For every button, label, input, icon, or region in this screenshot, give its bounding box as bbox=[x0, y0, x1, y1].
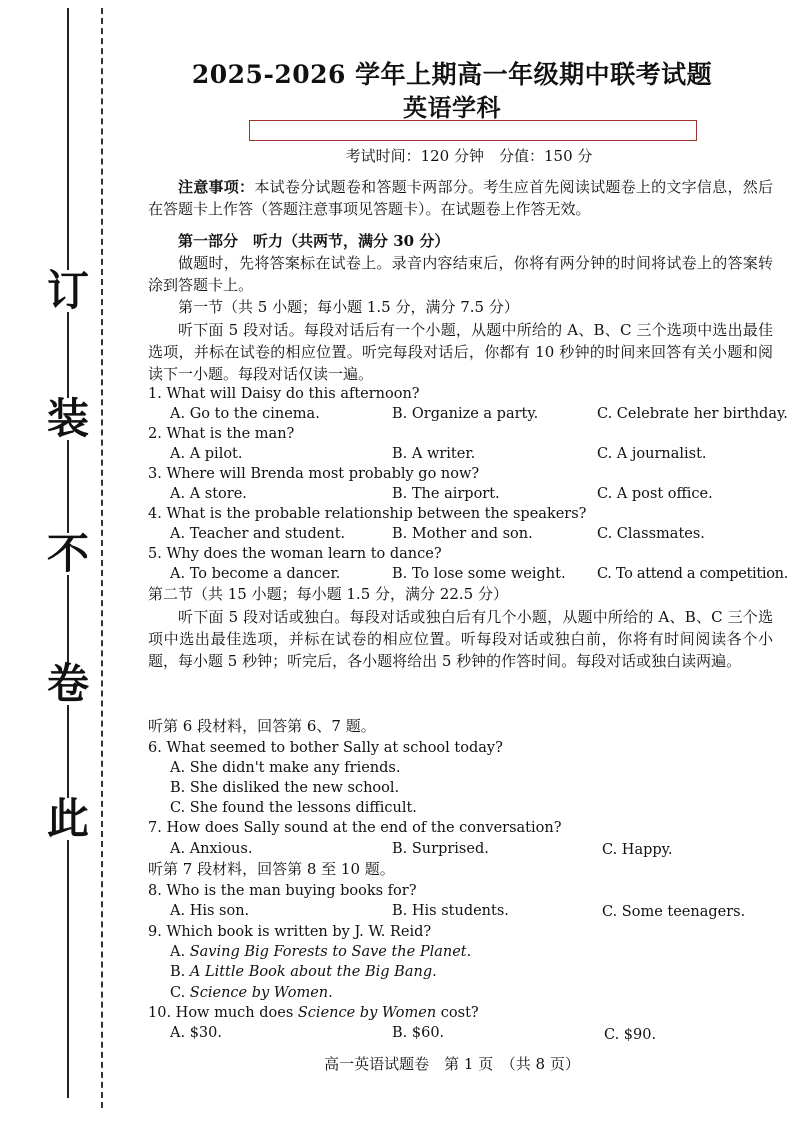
q1-option-c: C. Celebrate her birthday. bbox=[597, 406, 788, 422]
q9a-book-title: Saving Big Forests to Save the Planet bbox=[189, 944, 467, 960]
material-6-heading: 听第 6 段材料，回答第 6、7 题。 bbox=[148, 717, 376, 735]
q2-option-b: B. A writer. bbox=[392, 446, 476, 462]
q10-text-end: cost? bbox=[436, 1005, 479, 1021]
q10-book-title: Science by Women bbox=[297, 1005, 437, 1021]
notice-paragraph bbox=[148, 176, 773, 220]
q1-option-b: B. Organize a party. bbox=[392, 406, 539, 422]
q9-option-b bbox=[170, 962, 437, 982]
q3-option-a: A. A store. bbox=[170, 486, 247, 502]
binding-margin-line bbox=[46, 8, 89, 1098]
question-3: 3. Where will Brenda most probably go now? bbox=[148, 466, 480, 482]
q5-option-c: C. To attend a competition. bbox=[597, 566, 789, 582]
margin-char-bu: 不 bbox=[41, 533, 95, 575]
q9a-letter: A. bbox=[170, 944, 190, 960]
q9a-period: . bbox=[466, 944, 472, 960]
q9b-letter: B. bbox=[170, 964, 190, 980]
q10-text-start: 10. How much does bbox=[148, 1005, 298, 1021]
section1-heading: 第一节（共 5 小题；每小题 1.5 分，满分 7.5 分） bbox=[178, 298, 519, 316]
q6-option-c: C. She found the lessons difficult. bbox=[170, 800, 417, 816]
exam-info: 考试时间：120 分钟 分值：150 分 bbox=[345, 147, 593, 165]
q7-option-a: A. Anxious. bbox=[170, 841, 253, 857]
candidate-info-box bbox=[249, 120, 697, 141]
q7-option-c: C. Happy. bbox=[602, 842, 673, 858]
question-9: 9. Which book is written by J. W. Reid? bbox=[148, 924, 432, 940]
q8-option-b: B. His students. bbox=[392, 903, 509, 919]
q9b-period: . bbox=[432, 964, 437, 980]
q2-option-c: C. A journalist. bbox=[597, 446, 707, 462]
notice-text: 本试卷分试题卷和答题卡两部分。考生应首先阅读试题卷上的文字信息，然后在答题卡上作答（答题注意事项见答题卡）。在试题卷上作答无效。 bbox=[148, 178, 773, 218]
question-6: 6. What seemed to bother Sally at school today? bbox=[148, 740, 503, 756]
question-7: 7. How does Sally sound at the end of the conversation? bbox=[148, 820, 562, 836]
question-5: 5. Why does the woman learn to dance? bbox=[148, 546, 442, 562]
q9-option-c bbox=[170, 983, 333, 1003]
q3-option-c: C. A post office. bbox=[597, 486, 713, 502]
q9-option-a bbox=[170, 942, 471, 962]
section2-directions: 听下面 5 段对话或独白。每段对话或独白后有几个小题，从题中所给的 A、B、C 三个选项中选出最佳选项，并标在试卷的相应位置。听每段对话或独白前，你将有时间阅读各个小题，每小题 5 秒钟；听完后，各小题将给出 5 秒钟的作答时间。每段对话或独白读两遍。 bbox=[148, 608, 773, 670]
q1-option-a: A. Go to the cinema. bbox=[170, 406, 320, 422]
q8-option-a: A. His son. bbox=[170, 903, 250, 919]
q9c-period: . bbox=[328, 985, 333, 1001]
q3-option-b: B. The airport. bbox=[392, 486, 500, 502]
margin-char-ding: 订 bbox=[41, 270, 95, 312]
material-7-heading: 听第 7 段材料，回答第 8 至 10 题。 bbox=[148, 860, 395, 878]
notice-label: 注意事项： bbox=[178, 178, 255, 196]
subject-title: 英语学科 bbox=[403, 93, 501, 122]
q5-option-a: A. To become a dancer. bbox=[170, 566, 341, 582]
q4-option-b: B. Mother and son. bbox=[392, 526, 533, 542]
q9c-letter: C. bbox=[170, 985, 190, 1001]
question-10 bbox=[148, 1003, 479, 1023]
margin-char-juan: 卷 bbox=[41, 663, 95, 705]
question-1: 1. What will Daisy do this afternoon? bbox=[148, 386, 420, 402]
q9b-book-title: A Little Book about the Big Bang bbox=[189, 964, 433, 980]
part1-heading: 第一部分 听力（共两节，满分 30 分） bbox=[178, 232, 450, 250]
q6-option-a: A. She didn't make any friends. bbox=[170, 760, 401, 776]
margin-char-ci: 此 bbox=[41, 798, 95, 840]
section1-directions: 听下面 5 段对话。每段对话后有一个小题，从题中所给的 A、B、C 三个选项中选出最佳选项，并标在试卷的相应位置。听完每段对话后，你都有 10 秒钟的时间来回答有关小题和阅读下一小题。每段对话仅读一遍。 bbox=[148, 321, 773, 383]
question-4: 4. What is the probable relationship between the speakers? bbox=[148, 506, 587, 522]
q4-option-a: A. Teacher and student. bbox=[170, 526, 346, 542]
part1-intro: 做题时，先将答案标在试卷上。录音内容结束后，你将有两分钟的时间将试卷上的答案转涂到答题卡上。 bbox=[148, 254, 773, 294]
q6-option-b: B. She disliked the new school. bbox=[170, 780, 400, 796]
q9c-book-title: Science by Women bbox=[189, 985, 329, 1001]
dashed-cut-line bbox=[101, 8, 103, 1108]
q5-option-b: B. To lose some weight. bbox=[392, 566, 566, 582]
question-8: 8. Who is the man buying books for? bbox=[148, 883, 417, 899]
page-footer: 高一英语试题卷 第 1 页 （共 8 页） bbox=[324, 1055, 580, 1073]
exam-title: 2025-2026 学年上期高一年级期中联考试题 bbox=[191, 60, 713, 89]
q10-option-c: C. $90. bbox=[604, 1027, 657, 1043]
q7-option-b: B. Surprised. bbox=[392, 841, 489, 857]
q2-option-a: A. A pilot. bbox=[170, 446, 243, 462]
q10-option-a: A. $30. bbox=[170, 1025, 222, 1041]
question-2: 2. What is the man? bbox=[148, 426, 295, 442]
q8-option-c: C. Some teenagers. bbox=[602, 904, 746, 920]
margin-char-zhuang: 装 bbox=[41, 398, 95, 440]
section2-heading: 第二节（共 15 小题；每小题 1.5 分，满分 22.5 分） bbox=[148, 585, 508, 603]
q4-option-c: C. Classmates. bbox=[597, 526, 705, 542]
q10-option-b: B. $60. bbox=[392, 1025, 445, 1041]
